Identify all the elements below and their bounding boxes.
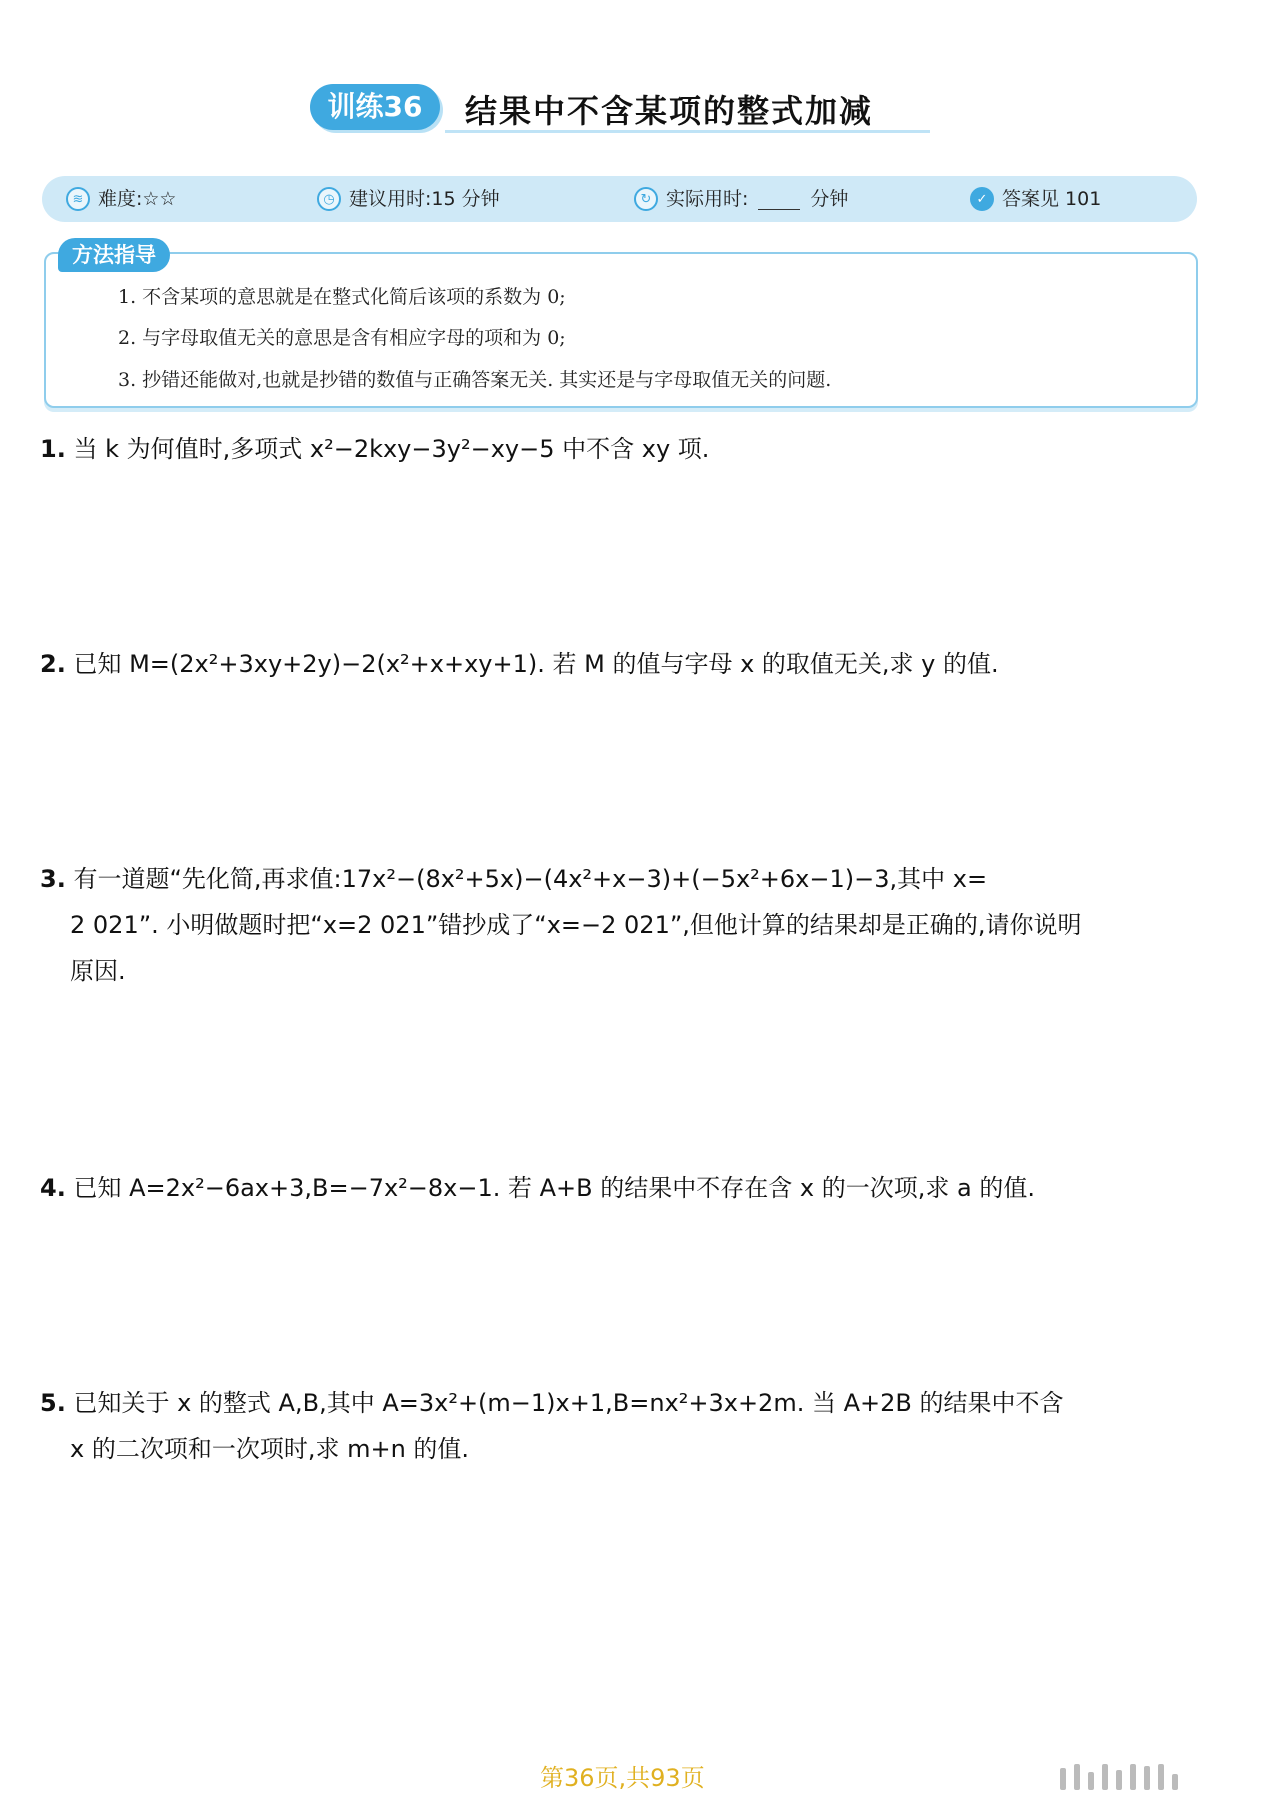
info-bar [42,176,1197,222]
question-number: 3. [40,865,66,893]
question-text: 已知 A=2x²−6ax+3,B=−7x²−8x−1. 若 A+B 的结果中不存在含 x 的一次项,求 a 的值. [73,1174,1035,1202]
question-5 [40,1380,1200,1472]
question-number: 4. [40,1174,66,1202]
question-number: 2. [40,650,66,678]
question-3 [40,856,1200,994]
question-text-continued: 2 021”. 小明做题时把“x=2 021”错抄成了“x=−2 021”,但他计算的结果却是正确的,请你说明 [70,911,1082,939]
page-indicator: 第36页,共93页 [540,1764,705,1792]
check-icon: ✓ [970,187,994,211]
question-2 [40,641,1200,687]
method-line-2: 2. 与字母取值无关的意思是含有相应字母的项和为 0; [118,327,566,349]
question-text-continued: 原因. [70,957,126,985]
question-text: 当 k 为何值时,多项式 x²−2kxy−3y²−xy−5 中不含 xy 项. [73,435,710,463]
method-guidance-tag: 方法指导 [58,238,170,272]
question-text: 有一道题“先化简,再求值:17x²−(8x²+5x)−(4x²+x−3)+(−5x²+6x−1)−3,其中 x= [73,865,988,893]
training-badge: 训练36 [310,84,440,130]
title-block [310,78,930,138]
alarm-clock-icon: ◷ [317,187,341,211]
question-4 [40,1165,1200,1211]
difficulty-text: 难度:☆☆ [98,188,177,210]
answer-ref-item [970,176,1101,222]
difficulty-item [66,176,176,222]
actual-time-unit: 分钟 [810,188,849,210]
method-line-3: 3. 抄错还能做对,也就是抄错的数值与正确答案无关. 其实还是与字母取值无关的问题. [118,369,832,391]
question-text: 已知关于 x 的整式 A,B,其中 A=3x²+(m−1)x+1,B=nx²+3x+2m. 当 A+2B 的结果中不含 [73,1389,1064,1417]
barcode-decoration [1060,1760,1230,1790]
title-underline [445,130,930,133]
question-text: 已知 M=(2x²+3xy+2y)−2(x²+x+xy+1). 若 M 的值与字母 x 的取值无关,求 y 的值. [73,650,999,678]
page-title: 结果中不含某项的整式加减 [465,92,874,130]
suggested-time-item [317,176,500,222]
actual-time-item [634,176,848,222]
actual-time-blank[interactable] [758,189,800,210]
question-number: 1. [40,435,66,463]
method-line-1: 1. 不含某项的意思就是在整式化简后该项的系数为 0; [118,286,566,308]
actual-time-label: 实际用时: [666,188,749,210]
wifi-icon: ≋ [66,187,90,211]
timer-icon: ↻ [634,187,658,211]
suggested-time-text: 建议用时:15 分钟 [349,188,500,210]
question-number: 5. [40,1389,66,1417]
answer-ref-text: 答案见 101 [1002,188,1102,210]
question-text-continued: x 的二次项和一次项时,求 m+n 的值. [70,1435,470,1463]
question-1 [40,426,1200,472]
